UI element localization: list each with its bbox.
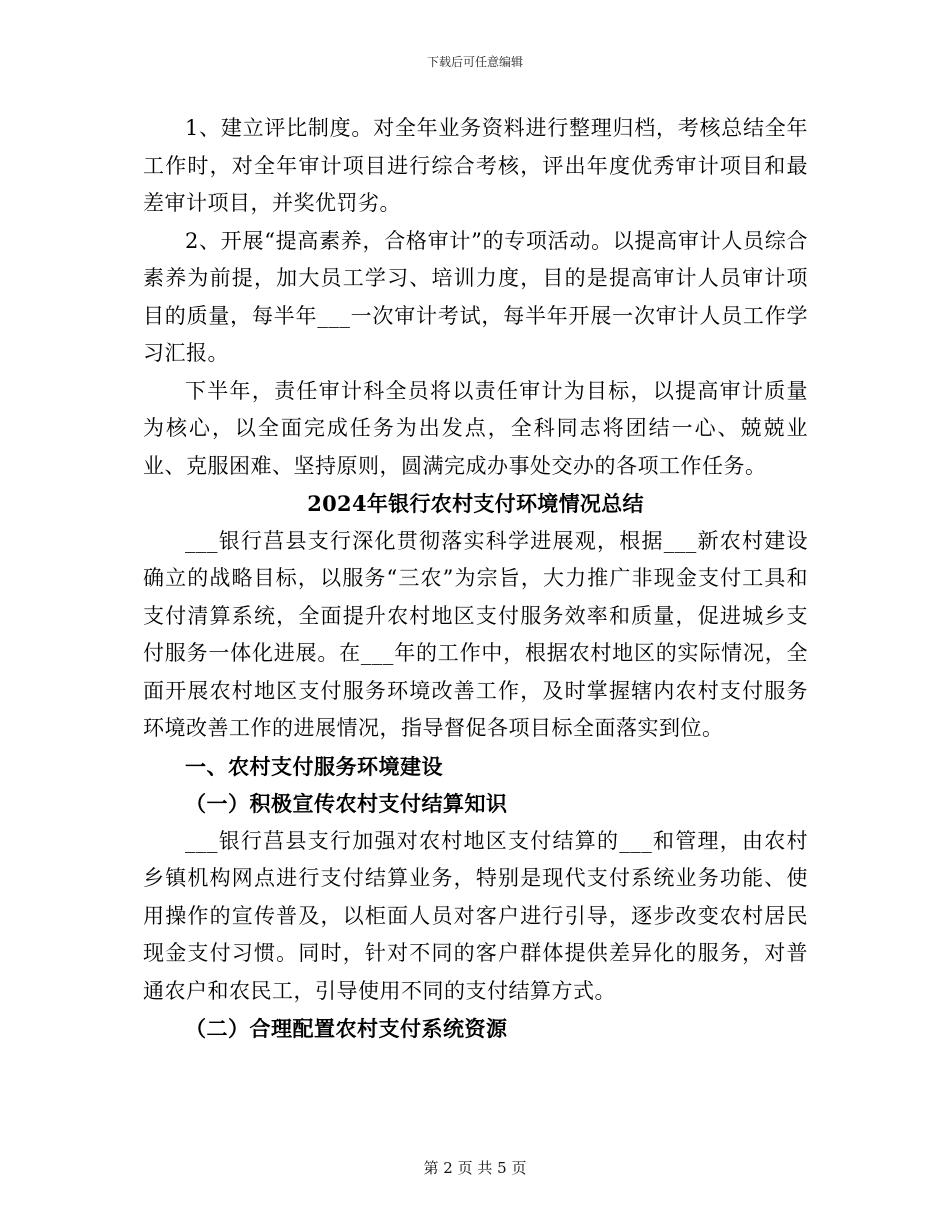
- document-body: [143, 110, 808, 1048]
- document-title: 2024年银行农村支付环境情况总结: [307, 491, 644, 516]
- page-number: 第 2 页 共 5 页: [423, 1159, 527, 1177]
- paragraph-evaluation-system: 1、建立评比制度。对全年业务资料进行整理归档，考核总结全年工作时，对全年审计项目进行综合考核，评出年度优秀审计项目和最差审计项目，并奖优罚劣。: [143, 116, 808, 215]
- paragraph-special-activity: 2、开展“提高素养，合格审计”的专项活动。以提高审计人员综合素养为前提，加大员工学习、培训力度，目的是提高审计人员审计项目的质量，每半年___一次审计考试，每半年开展一次审计人员工作学习汇报。: [143, 228, 808, 365]
- paragraph-second-half-plan: 下半年，责任审计科全员将以责任审计为目标，以提高审计质量为核心，以全面完成任务为出发点，全科同志将团结一心、兢兢业业、克服困难、坚持原则，圆满完成办事处交办的各项工作任务。: [143, 378, 808, 478]
- paragraph-promotion: ___银行莒县支行加强对农村地区支付结算的___和管理，由农村乡镇机构网点进行支付结算业务，特别是现代支付系统业务功能、使用操作的宣传普及，以柜面人员对客户进行引导，逐步改变农村居民现金支付习惯。同时，针对不同的客户群体提供差异化的服务，对普通农户和农民工，引导使用不同的支付结算方式。: [143, 828, 808, 1003]
- section-heading-1: 一、农村支付服务环境建设: [185, 753, 443, 779]
- page-header: 下载后可任意编辑: [426, 55, 523, 69]
- subsection-heading-1: （一）积极宣传农村支付结算知识: [185, 791, 508, 816]
- paragraph-intro: ___银行莒县支行深化贯彻落实科学进展观，根据___新农村建设确立的战略目标，以服务“三农”为宗旨，大力推广非现金支付工具和支付清算系统，全面提升农村地区支付服务效率和质量，促进城乡支付服务一体化进展。在___年的工作中，根据农村地区的实际情况，全面开展农村地区支付服务环境改善工作，及时掌握辖内农村支付服务环境改善工作的进展情况，指导督促各项目标全面落实到位。: [143, 528, 808, 740]
- subsection-heading-2: （二）合理配置农村支付系统资源: [185, 1016, 508, 1041]
